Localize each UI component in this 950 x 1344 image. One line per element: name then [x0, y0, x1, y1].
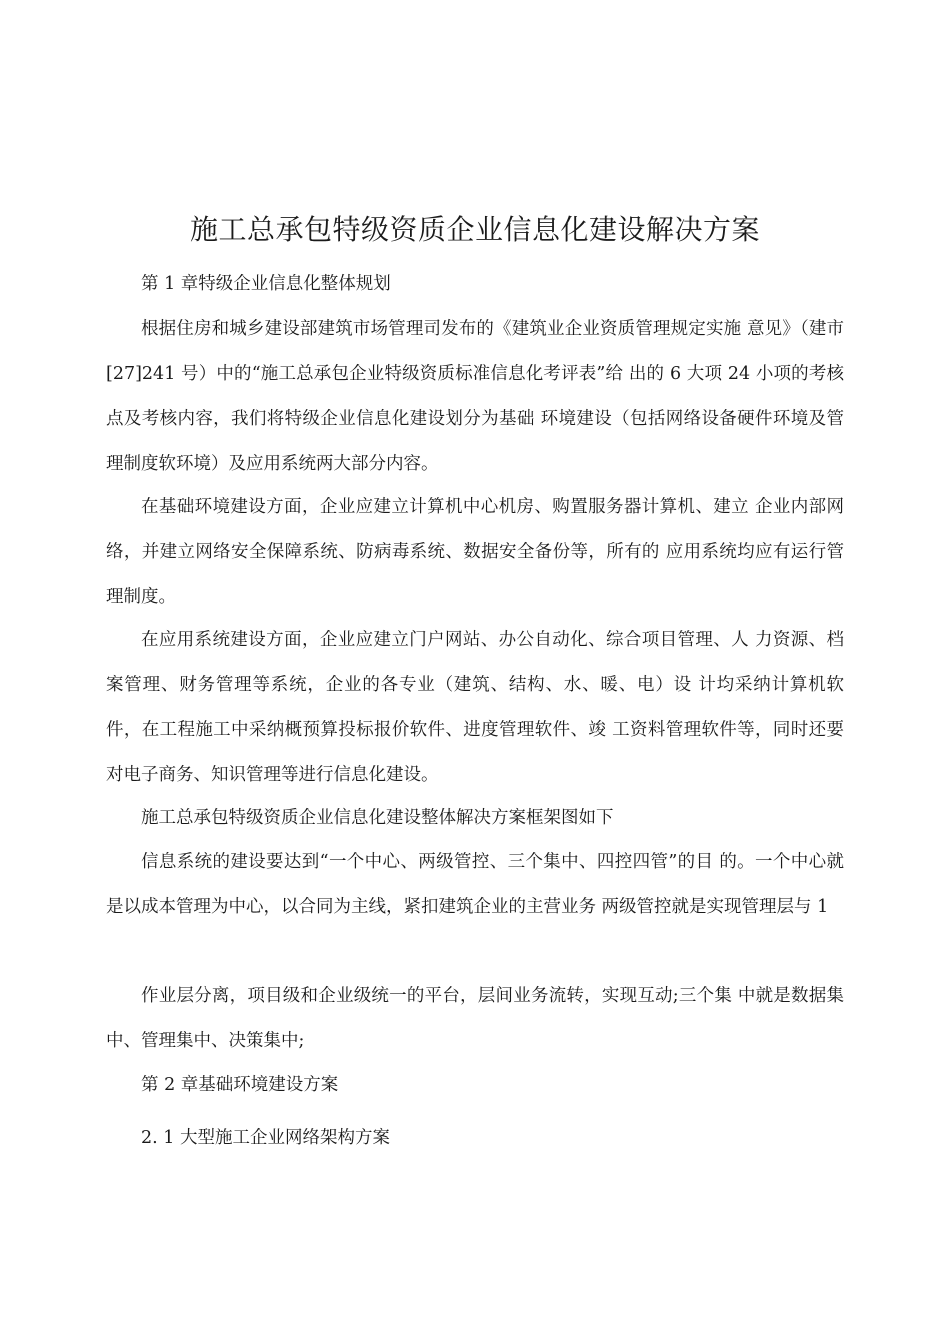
chapter-2-heading: 第 2 章基础环境建设方案 [141, 1075, 339, 1095]
paragraph-qualification-rules: 根据住房和城乡建设部建筑市场管理司发布的《建筑业企业资质管理规定实施 意见》（建市[27]241 号）中的“施工总承包企业特级资质标准信息化考评表”给 出的 6 大项 24 小项的考核点及考核内容，我们将特级企业信息化建设划分为基础 环境建设（包括网络设备硬件环境及管理制度软环境）及应用系统两大部分内容。 [106, 319, 844, 474]
document-title: 施工总承包特级资质企业信息化建设解决方案 [189, 213, 760, 246]
chapter-1-heading: 第 1 章特级企业信息化整体规划 [141, 274, 391, 294]
paragraph-layer-separation: 作业层分离，项目级和企业级统一的平台，层间业务流转，实现互动;三个集 中就是数据集中、管理集中、决策集中; [106, 986, 844, 1051]
framework-caption: 施工总承包特级资质企业信息化建设整体解决方案框架图如下 [141, 808, 614, 828]
paragraph-system-goals: 信息系统的建设要达到“一个中心、两级管控、三个集中、四控四管”的目 的。一个中心就是以成本管理为中心，以合同为主线，紧扣建筑企业的主营业务 两级管控就是实现管理层与 1 [106, 852, 844, 917]
section-2-1-heading: 2. 1 大型施工企业网络架构方案 [141, 1128, 390, 1148]
paragraph-application-systems: 在应用系统建设方面，企业应建立门户网站、办公自动化、综合项目管理、人 力资源、档案管理、财务管理等系统，企业的各专业（建筑、结构、水、暖、电）设 计均采纳计算机软件，在工程施工中采纳概预算投标报价软件、进度管理软件、竣 工资料管理软件等，同时还要对电子商务、知识管理等进行信息化建设。 [106, 630, 844, 785]
paragraph-infrastructure: 在基础环境建设方面，企业应建立计算机中心机房、购置服务器计算机、建立 企业内部网络，并建立网络安全保障系统、防病毒系统、数据安全备份等，所有的 应用系统均应有运行管理制度。 [106, 497, 844, 607]
